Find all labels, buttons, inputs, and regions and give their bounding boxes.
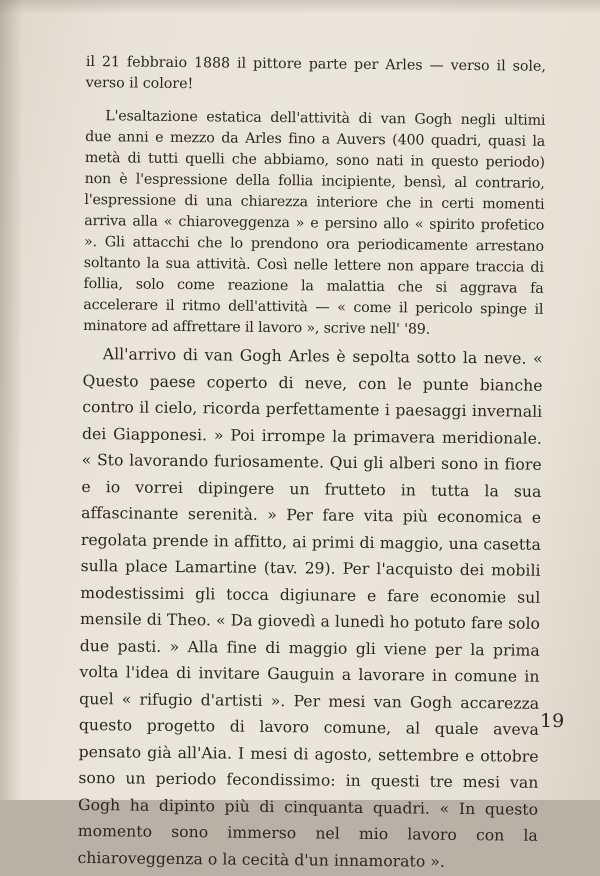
body-text bbox=[77, 52, 546, 876]
paragraph-arles-departure: il 21 febbraio 1888 il pittore parte per Arles — verso il sole, verso il colore! bbox=[85, 53, 546, 93]
binding-shadow bbox=[0, 0, 22, 800]
top-edge-shadow bbox=[0, 0, 600, 14]
paragraph-arrival-arles: All'arrivo di van Gogh Arles è sepolta sotto la neve. « Questo paese coperto di neve, con le punte bianche contro il cielo, ricorda perfettamente i paesaggi invernali dei Giapponesi. » Poi irrompe la primavera meridionale. « Sto lavorando furiosamente. Qui gli alberi sono in fiore e io vorrei dipingere un frutteto in tutta la sua affascinante serenità. » Per fare vita più economica e regolata prende in affitto, ai primi di maggio, una casetta sulla place Lamartine (tav. 29). Per l'acquisto dei mobili modestissimi gli tocca digiunare e fare economie sul mensile di Theo. « Da giovedì a lunedì ho potuto fare solo due pasti. » Alla fine di maggio gli viene per la prima volta l'idea di invitare Gauguin a lavorare in comune in quel « rifugio d'artisti ». Per mesi van Gogh accarezza questo progetto di lavoro comune, al quale aveva pensato già all'Aia. I mesi di agosto, settembre e ottobre sono un periodo fecondissimo: in questi tre mesi van Gogh ha dipinto più di cinquanta quadri. « In questo momento sono immerso nel mio lavoro con la chiaroveggenza o la cecità d'un innamorato ». bbox=[77, 345, 543, 871]
page-number: 19 bbox=[540, 710, 565, 732]
paragraph-exaltation: L'esaltazione estatica dell'attività di van Gogh negli ultimi due anni e mezzo da Arles fino a Auvers (400 quadri, quasi la metà di tutti quelli che abbiamo, sono nati in questo periodo) non è l'espressione della follia incipiente, bensì, al contrario, l'espressione di una chiarezza interiore che in certi momenti arriva alla « chiaroveggenza » e persino allo « spirito profetico ». Gli attacchi che lo prendono ora periodicamente arrestano soltanto la sua attività. Così nelle lettere non appare traccia di follia, solo come reazione la malattia che si aggrava fa accelerare il ritmo dell'attività — « come il pericolo spinge il minatore ad affrettare il lavoro », scrive nell' '89. bbox=[83, 108, 546, 338]
